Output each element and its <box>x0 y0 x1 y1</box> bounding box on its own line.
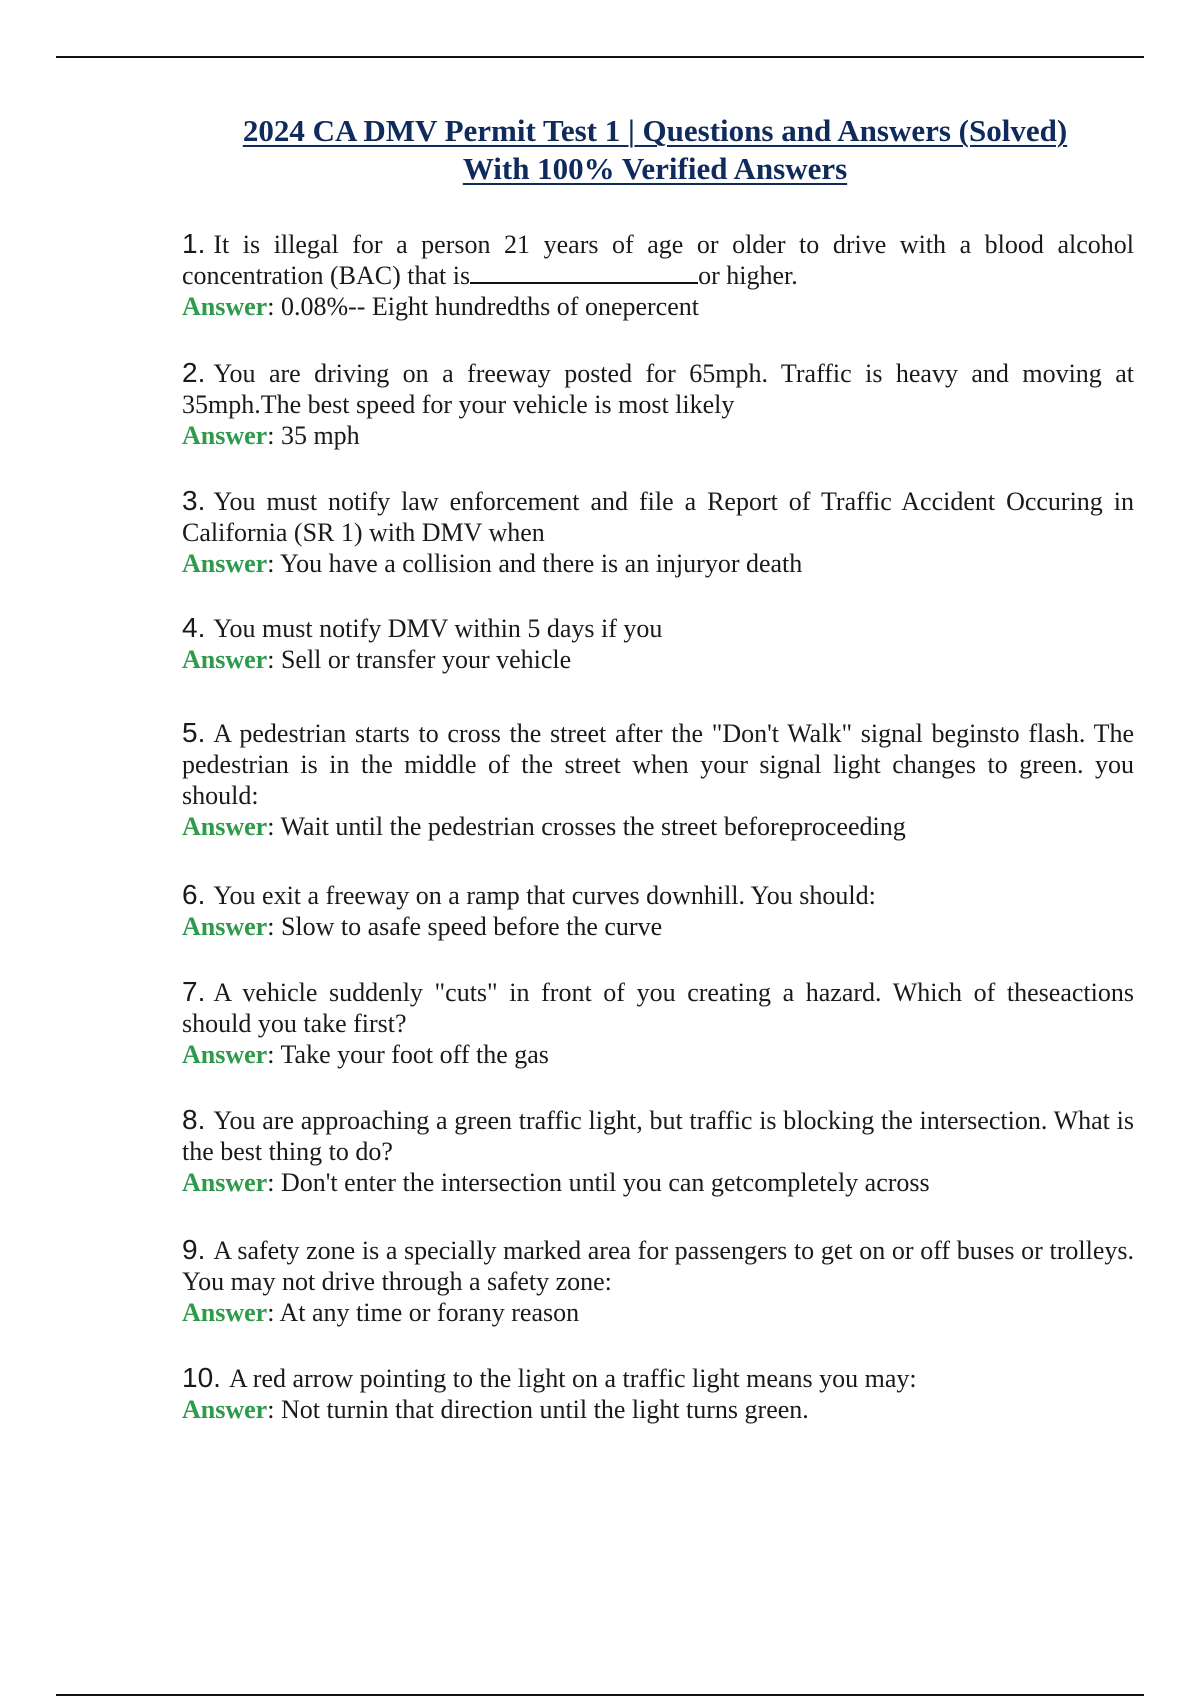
question-number: 3. <box>182 485 206 516</box>
question-item <box>182 717 1134 842</box>
answer-label: Answer <box>182 1298 268 1327</box>
question-text: 7. A vehicle suddenly "cuts" in front of you creating a hazard. Which of theseactions should you take first? <box>182 976 1134 1038</box>
question-item <box>182 228 1134 322</box>
answer-line <box>182 811 1134 842</box>
answer-label: Answer <box>182 812 268 841</box>
answer-label: Answer <box>182 421 268 450</box>
question-text: 10. A red arrow pointing to the light on a traffic light means you may: <box>182 1362 917 1393</box>
question-number: 8. <box>182 1104 206 1135</box>
question-number: 5. <box>182 717 206 748</box>
answer-line <box>182 548 1134 579</box>
answer-label: Answer <box>182 912 268 941</box>
answer-label: Answer <box>182 645 268 674</box>
question-item <box>182 612 1134 675</box>
question-text: 4. You must notify DMV within 5 days if you <box>182 612 663 643</box>
answer-label: Answer <box>182 1040 268 1069</box>
question-item <box>182 976 1134 1070</box>
question-number: 1. <box>182 228 206 259</box>
question-text: 8. You are approaching a green traffic light, but traffic is blocking the intersection. What is the best thing to do? <box>182 1104 1134 1166</box>
answer-label: Answer <box>182 549 268 578</box>
answer-text: : At any time or forany reason <box>267 1298 580 1327</box>
document-title <box>120 112 1190 188</box>
answer-label: Answer <box>182 1395 268 1424</box>
question-number: 7. <box>182 976 206 1007</box>
question-text: 3. You must notify law enforcement and file a Report of Traffic Accident Occuring in California (SR 1) with DMV when <box>182 485 1134 547</box>
answer-text: : Slow to asafe speed before the curve <box>267 912 663 941</box>
question-text: 1. It is illegal for a person 21 years of age or older to drive with a blood alcohol concentration (BAC) that is or higher. <box>182 228 1134 290</box>
question-item <box>182 485 1134 579</box>
question-text: 6. You exit a freeway on a ramp that curves downhill. You should: <box>182 879 876 910</box>
question-item <box>182 879 1134 942</box>
question-number: 2. <box>182 357 206 388</box>
top-divider <box>56 56 1144 58</box>
answer-line <box>182 644 1134 675</box>
answer-line <box>182 291 1134 322</box>
answer-line <box>182 420 1134 451</box>
answer-label: Answer <box>182 1168 268 1197</box>
title-line-2: With 100% Verified Answers <box>462 151 848 186</box>
question-number: 9. <box>182 1234 206 1265</box>
answer-line <box>182 911 1134 942</box>
answer-line <box>182 1039 1134 1070</box>
answer-text: : 35 mph <box>267 421 360 450</box>
question-text: 5. A pedestrian starts to cross the street after the "Don't Walk" signal beginsto flash. The pedestrian is in the middle of the street when your signal light changes to green. you should: <box>182 717 1134 810</box>
answer-text: : 0.08%-- Eight hundredths of onepercent <box>267 292 699 321</box>
answer-line <box>182 1394 1134 1425</box>
question-item <box>182 357 1134 451</box>
answer-text: : Take your foot off the gas <box>267 1040 549 1069</box>
question-text: 2. You are driving on a freeway posted for 65mph. Traffic is heavy and moving at 35mph.The best speed for your vehicle is most likely <box>182 357 1134 419</box>
answer-label: Answer <box>182 292 268 321</box>
bottom-divider <box>56 1694 1144 1696</box>
answer-text: : You have a collision and there is an injuryor death <box>267 549 803 578</box>
question-text: 9. A safety zone is a specially marked area for passengers to get on or off buses or trolleys. You may not drive through a safety zone: <box>182 1234 1134 1296</box>
question-item <box>182 1104 1134 1198</box>
answer-line <box>182 1297 1134 1328</box>
question-number: 6. <box>182 879 206 910</box>
answer-text: : Don't enter the intersection until you can getcompletely across <box>267 1168 930 1197</box>
answer-line <box>182 1167 1134 1198</box>
answer-text: : Not turnin that direction until the light turns green. <box>267 1395 809 1424</box>
question-number: 10. <box>182 1362 221 1393</box>
question-item <box>182 1362 1134 1425</box>
title-line-1: 2024 CA DMV Permit Test 1 | Questions and Answers (Solved) <box>242 113 1068 148</box>
answer-text: : Sell or transfer your vehicle <box>267 645 572 674</box>
answer-text: : Wait until the pedestrian crosses the street beforeproceeding <box>267 812 906 841</box>
question-number: 4. <box>182 612 206 643</box>
question-item <box>182 1234 1134 1328</box>
fill-in-blank <box>470 260 698 284</box>
